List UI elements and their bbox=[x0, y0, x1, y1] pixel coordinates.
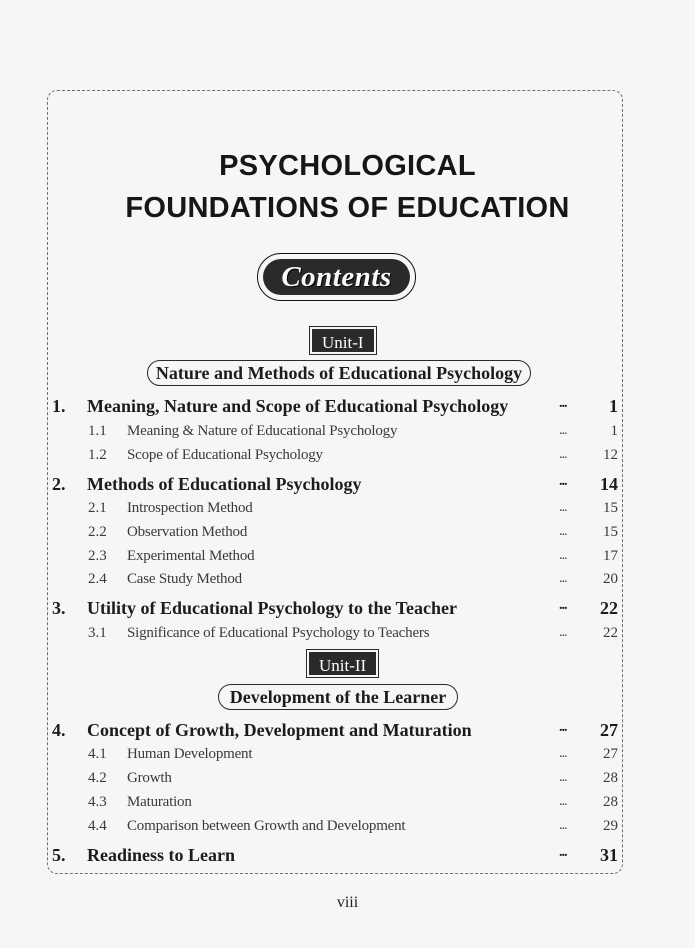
page-number: 1 bbox=[609, 396, 618, 416]
section-number: 2.3 bbox=[88, 548, 107, 564]
section-title: Growth bbox=[127, 770, 172, 786]
toc-section-row[interactable] bbox=[0, 423, 695, 447]
toc-chapter-row[interactable] bbox=[0, 720, 695, 744]
page-number: 31 bbox=[600, 845, 618, 865]
footer-page-number: viii bbox=[336, 894, 359, 911]
toc-section-row[interactable] bbox=[0, 548, 695, 572]
page-number: 14 bbox=[600, 474, 618, 494]
leader-dots: ... bbox=[559, 423, 567, 438]
unit-badge-2 bbox=[309, 652, 376, 675]
toc-section-row[interactable] bbox=[0, 447, 695, 471]
toc-chapter-row[interactable] bbox=[0, 396, 695, 420]
section-title: Scope of Educational Psychology bbox=[127, 447, 323, 463]
unit-badge-label: Unit-I bbox=[322, 333, 364, 352]
page-number: 12 bbox=[603, 447, 618, 463]
toc-section-row[interactable] bbox=[0, 746, 695, 770]
chapter-title: Readiness to Learn bbox=[87, 845, 235, 865]
section-heading-unit-2: Development of the Learner bbox=[218, 684, 458, 710]
section-title: Experimental Method bbox=[127, 548, 255, 564]
chapter-title: Utility of Educational Psychology to the Teacher bbox=[87, 598, 457, 618]
unit-badge-label: Unit-II bbox=[319, 656, 367, 675]
section-number: 3.1 bbox=[88, 625, 107, 641]
section-number: 4.3 bbox=[88, 794, 107, 810]
contents-heading bbox=[257, 253, 416, 301]
leader-dots: ... bbox=[559, 474, 567, 489]
unit-badge-1 bbox=[312, 329, 374, 352]
chapter-number: 4. bbox=[52, 720, 66, 740]
toc-section-row[interactable] bbox=[0, 500, 695, 524]
toc-chapter-row[interactable] bbox=[0, 474, 695, 498]
section-title: Comparison between Growth and Development bbox=[127, 818, 406, 834]
chapter-number: 2. bbox=[52, 474, 66, 494]
book-title-line-2: FOUNDATIONS OF EDUCATION bbox=[125, 192, 570, 224]
toc-section-row[interactable] bbox=[0, 770, 695, 794]
leader-dots: ... bbox=[559, 818, 567, 833]
toc-section-row[interactable] bbox=[0, 571, 695, 595]
contents-label: Contents bbox=[281, 260, 392, 293]
section-number: 1.1 bbox=[88, 423, 107, 439]
section-title: Case Study Method bbox=[127, 571, 242, 587]
page-number: 28 bbox=[603, 770, 618, 786]
section-title: Human Development bbox=[127, 746, 253, 762]
chapter-title: Methods of Educational Psychology bbox=[87, 474, 362, 494]
leader-dots: ... bbox=[559, 524, 567, 539]
page-number: 1 bbox=[610, 423, 618, 439]
section-number: 2.2 bbox=[88, 524, 107, 540]
section-title: Introspection Method bbox=[127, 500, 253, 516]
section-number: 4.2 bbox=[88, 770, 107, 786]
section-title: Meaning & Nature of Educational Psychology bbox=[127, 423, 398, 439]
page-number: 15 bbox=[603, 500, 618, 516]
page-number: 29 bbox=[603, 818, 618, 834]
toc-section-row[interactable] bbox=[0, 794, 695, 818]
leader-dots: ... bbox=[559, 571, 567, 586]
section-number: 2.1 bbox=[88, 500, 107, 516]
chapter-number: 5. bbox=[52, 845, 66, 865]
page-number: 20 bbox=[603, 571, 618, 587]
toc-section-row[interactable] bbox=[0, 818, 695, 842]
page-number: 22 bbox=[600, 598, 618, 618]
book-title-line-1: PSYCHOLOGICAL bbox=[219, 150, 476, 182]
section-title: Maturation bbox=[127, 794, 192, 810]
chapter-title: Meaning, Nature and Scope of Educational Psychology bbox=[87, 396, 509, 416]
section-title: Significance of Educational Psychology to Teachers bbox=[127, 625, 430, 641]
page-number: 22 bbox=[603, 625, 618, 641]
leader-dots: ... bbox=[559, 845, 567, 860]
section-heading-unit-1: Nature and Methods of Educational Psychology bbox=[147, 360, 531, 386]
section-number: 4.1 bbox=[88, 746, 107, 762]
toc-chapter-row[interactable] bbox=[0, 845, 695, 869]
page-number: 27 bbox=[600, 720, 618, 740]
chapter-number: 3. bbox=[52, 598, 66, 618]
toc-chapter-row[interactable] bbox=[0, 598, 695, 622]
toc-section-row[interactable] bbox=[0, 625, 695, 649]
leader-dots: ... bbox=[559, 396, 567, 411]
leader-dots: ... bbox=[559, 625, 567, 640]
section-number: 1.2 bbox=[88, 447, 107, 463]
section-title: Observation Method bbox=[127, 524, 248, 540]
leader-dots: ... bbox=[559, 720, 567, 735]
page-number: 15 bbox=[603, 524, 618, 540]
chapter-title: Concept of Growth, Development and Maturation bbox=[87, 720, 472, 740]
leader-dots: ... bbox=[559, 746, 567, 761]
page-number: 17 bbox=[603, 548, 618, 564]
page-number: 27 bbox=[603, 746, 618, 762]
leader-dots: ... bbox=[559, 598, 567, 613]
leader-dots: ... bbox=[559, 770, 567, 785]
leader-dots: ... bbox=[559, 794, 567, 809]
leader-dots: ... bbox=[559, 447, 567, 462]
leader-dots: ... bbox=[559, 548, 567, 563]
chapter-number: 1. bbox=[52, 396, 66, 416]
section-number: 4.4 bbox=[88, 818, 107, 834]
leader-dots: ... bbox=[559, 500, 567, 515]
toc-section-row[interactable] bbox=[0, 524, 695, 548]
page-number: 28 bbox=[603, 794, 618, 810]
section-number: 2.4 bbox=[88, 571, 107, 587]
